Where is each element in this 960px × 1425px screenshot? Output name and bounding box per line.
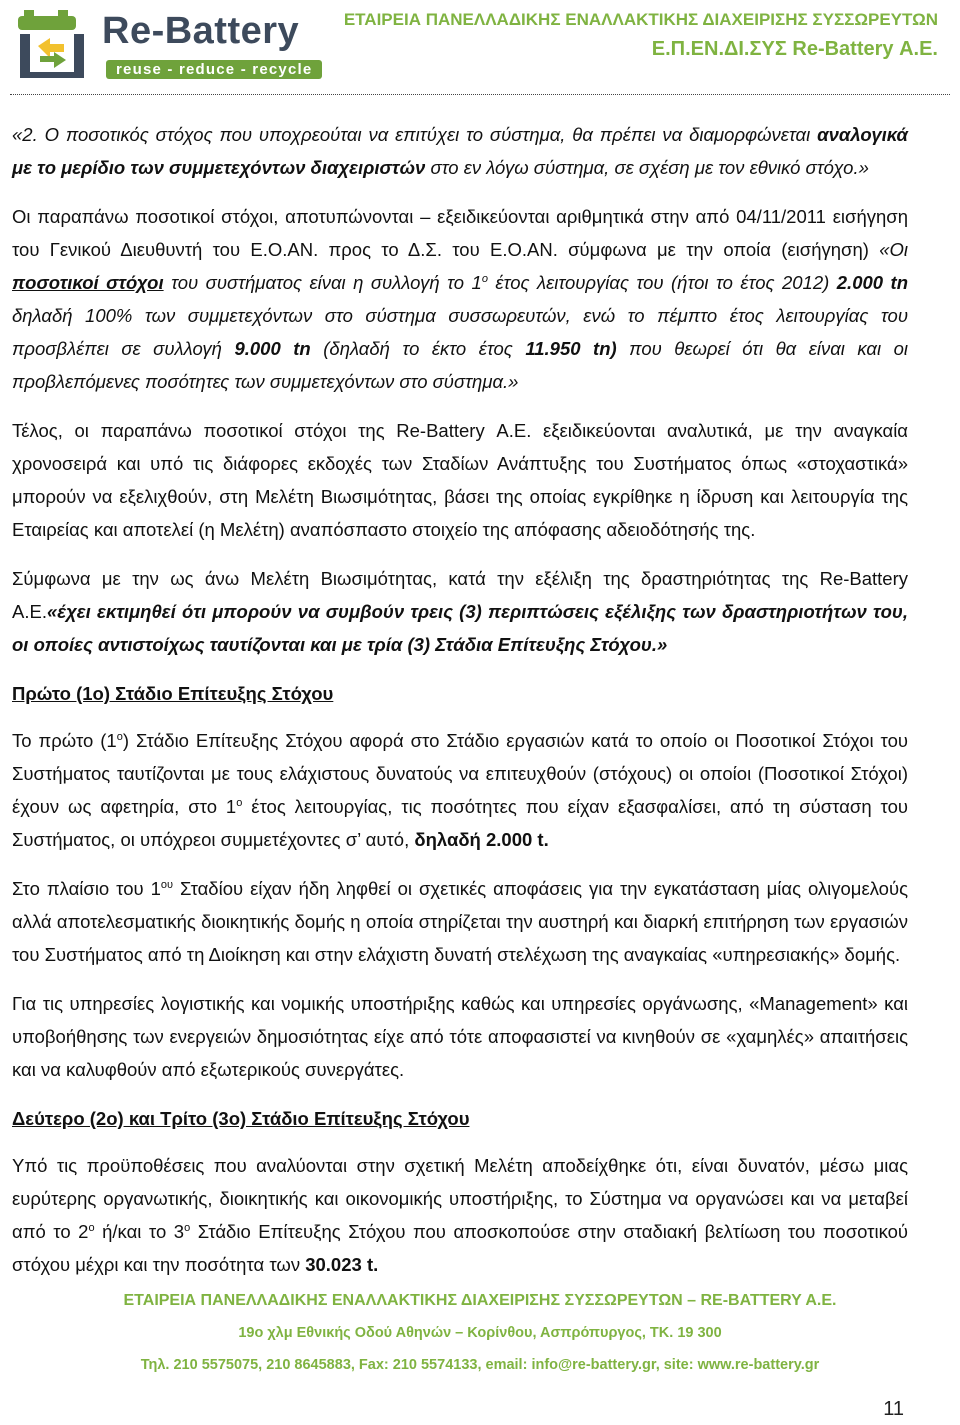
- text-run-bold: 2.000 tn: [836, 272, 909, 293]
- text-run: Στάδιο Επίτευξης Στόχου που αποσκοπούσε στην σταδιακή βελτίωση του ποσοτικού στόχου μέχρι και την ποσότητα των: [12, 1221, 908, 1275]
- text-run: Στο πλαίσιο του 1: [12, 878, 161, 899]
- header-divider: [10, 94, 950, 95]
- paragraph-services: Για τις υπηρεσίες λογιστικής και νομικής υποστήριξης καθώς και υπηρεσίες οργάνωσης, «Management» και υποβοήθησης των ενεργειών δημοσιότητας είχε από τότε αποφασιστεί να κινηθούν σε «χαμηλές» απαιτήσεις και να καλυφθούν από εξωτερικούς συνεργάτες.: [12, 993, 908, 1080]
- text-run: Το πρώτο (1: [12, 730, 117, 751]
- footer-contact: Τηλ. 210 5575075, 210 8645883, Fax: 210 5574133, email: info@re-battery.gr, site: www.re-battery.gr: [140, 1357, 820, 1373]
- paragraph-stage-1-structure: [12, 872, 908, 971]
- text-run: έτος λειτουργίας, τις ποσότητες που είχαν εξασφαλίσει, από τη σύσταση του Συστήματος, οι υπόχρεοι συμμετέχοντες σ’ αυτό,: [12, 796, 908, 850]
- text-run-bold: 30.023 t.: [305, 1254, 379, 1275]
- text-run-italic: (δηλαδή το έκτο έτος: [310, 338, 526, 359]
- superscript: ο: [88, 1221, 95, 1234]
- page-footer: [0, 1290, 960, 1376]
- page-number: 11: [883, 1398, 904, 1420]
- text-run-bold-underline: ποσοτικοί στόχοι: [12, 272, 164, 293]
- recycle-battery-icon: [10, 8, 94, 84]
- logo-tagline: reuse - reduce - recycle: [106, 60, 322, 79]
- footer-company: ΕΤΑΙΡΕΙΑ ΠΑΝΕΛΛΑΔΙΚΗΣ ΕΝΑΛΛΑΚΤΙΚΗΣ ΔΙΑΧΕΙΡΙΣΗΣ ΣΥΣΣΩΡΕΥΤΩΝ – RE-BATTERY A.E.: [123, 1292, 837, 1309]
- logo-wordmark: Re-Battery: [102, 10, 300, 52]
- paragraph-stage-2-3: [12, 1149, 908, 1281]
- text-run: ή/και το 3: [94, 1221, 185, 1242]
- text-run: «2. Ο ποσοτικός στόχος που υποχρεούται να επιτύχει το σύστημα, θα πρέπει να διαμορφώνεται: [12, 124, 818, 145]
- section-heading-stage-1: Πρώτο (1ο) Στάδιο Επίτευξης Στόχου: [12, 683, 334, 704]
- paragraph-three-scenarios: [12, 562, 908, 661]
- text-run-bold-italic: «έχει εκτιμηθεί ότι μπορούν να συμβούν τρεις (3) περιπτώσεις εξέλιξης των δραστηριοτήτων του, οι οποίες αντιστοίχως ταυτίζονται και με τρία (3) Στάδια Επίτευξης Στόχου.»: [12, 601, 908, 655]
- paragraph-stage-1: [12, 724, 908, 856]
- text-run-italic: δηλαδή 100% των συμμετεχόντων στο σύστημα συσσωρευτών, ενώ το πέμπτο έτος λειτουργίας του προσβλέπει σε συλλογή: [12, 305, 908, 359]
- text-run-bold: 9.000 tn: [234, 338, 311, 359]
- footer-address: 19ο χλμ Εθνικής Οδού Αθηνών – Κορίνθου, Ασπρόπυργος, ΤΚ. 19 300: [238, 1325, 722, 1341]
- superscript: ο: [116, 730, 123, 743]
- document-body: [12, 118, 908, 1297]
- text-run-italic: του συστήματος είναι η συλλογή το 1: [163, 272, 482, 293]
- header-short-name: Ε.Π.ΕΝ.ΔΙ.ΣΥΣ Re-Battery Α.Ε.: [651, 38, 938, 60]
- page-header: [0, 0, 960, 100]
- text-run: στο εν λόγω σύστημα, σε σχέση με τον εθνικό στόχο.»: [425, 157, 869, 178]
- section-heading-stage-2-3: Δεύτερο (2ο) και Τρίτο (3ο) Στάδιο Επίτευξης Στόχου: [12, 1108, 470, 1129]
- company-logo: [10, 6, 330, 86]
- text-run-italic: έτος λειτουργίας του (ήτοι το έτος 2012): [487, 272, 837, 293]
- text-run: Υπό τις προϋποθέσεις που αναλύονται στην σχετική Μελέτη αποδείχθηκε ότι, είναι δυνατόν, μέσω μιας ευρύτερης οργανωτικής, διοικητικής και οικονομικής υποστήριξης, το Σύστημα να οργανώσει και να μεταβεί από το 2: [12, 1155, 908, 1242]
- paragraph-sustainability-study: Τέλος, οι παραπάνω ποσοτικοί στόχοι της Re-Battery Α.Ε. εξειδικεύονται αναλυτικά, με την αναγκαία χρονοσειρά και υπό τις διάφορες εκδοχές των Σταδίων Ανάπτυξης του Συστήματος όπως «στοχαστικά» μπορούν να εξελιχθούν, στη Μελέτη Βιωσιμότητας, βάσει της οποίας εγκρίθηκε η ίδρυση και λειτουργία της Εταιρείας και αποτελεί (η Μελέτη) αναπόσπαστο στοιχείο της απόφασης αδειοδότησής της.: [12, 420, 908, 540]
- text-run-italic: που θεωρεί ότι θα είναι και οι προβλεπόμενες ποσότητες των συμμετεχόντων στο σύστημα.»: [12, 338, 908, 392]
- text-run: Σταδίου είχαν ήδη ληφθεί οι σχετικές αποφάσεις για την εγκατάσταση μίας ολιγομελούς αλλά αποτελεσματικής διοικητικής δομής η οποία στηρίζεται την αυστηρή και διαρκή επιτήρηση των εργασιών του Συστήματος από τη Διοίκηση και στην ελάχιστη δυνατή στελέχωση της αναγκαίας «υπηρεσιακής» δομής.: [12, 878, 908, 965]
- superscript: ου: [160, 878, 174, 891]
- paragraph-quote-target: [12, 118, 908, 184]
- text-run: Οι παραπάνω ποσοτικοί στόχοι, αποτυπώνονται – εξειδικεύονται αριθμητικά στην από 04/11/2011 εισήγηση του Γενικού Διευθυντή του Ε.Ο.ΑΝ. προς το Δ.Σ. του Ε.Ο.ΑΝ. σύμφωνα με την οποία (εισήγηση): [12, 206, 908, 260]
- superscript: ο: [481, 272, 488, 285]
- text-run-italic: «Οι: [879, 239, 908, 260]
- superscript: ο: [184, 1221, 191, 1234]
- text-run: ) Στάδιο Επίτευξης Στόχου αφορά στο Στάδιο εργασιών κατά το οποίο οι Ποσοτικοί Στόχοι του Συστήματος ταυτίζονται με τους ελάχιστους δυνατούς να επιτευχθούν (στόχους) οι οποίοι (Ποσοτικοί Στόχοι) έχουν ως αφετηρία, στο 1: [12, 730, 908, 817]
- text-run-bold: αναλογικά με το μερίδιο των συμμετεχόντων διαχειριστών: [12, 124, 908, 178]
- paragraph-targets-detail: [12, 200, 908, 398]
- text-run-bold: 11.950 tn): [525, 338, 617, 359]
- text-run-bold: δηλαδή 2.000 t.: [414, 829, 549, 850]
- superscript: ο: [236, 796, 243, 809]
- text-run: Σύμφωνα με την ως άνω Μελέτη Βιωσιμότητας, κατά την εξέλιξη της δραστηριότητας της Re-Battery Α.Ε.: [12, 568, 908, 622]
- header-company-name: ΕΤΑΙΡΕΙΑ ΠΑΝΕΛΛΑΔΙΚΗΣ ΕΝΑΛΛΑΚΤΙΚΗΣ ΔΙΑΧΕΙΡΙΣΗΣ ΣΥΣΣΩΡΕΥΤΩΝ: [343, 10, 938, 29]
